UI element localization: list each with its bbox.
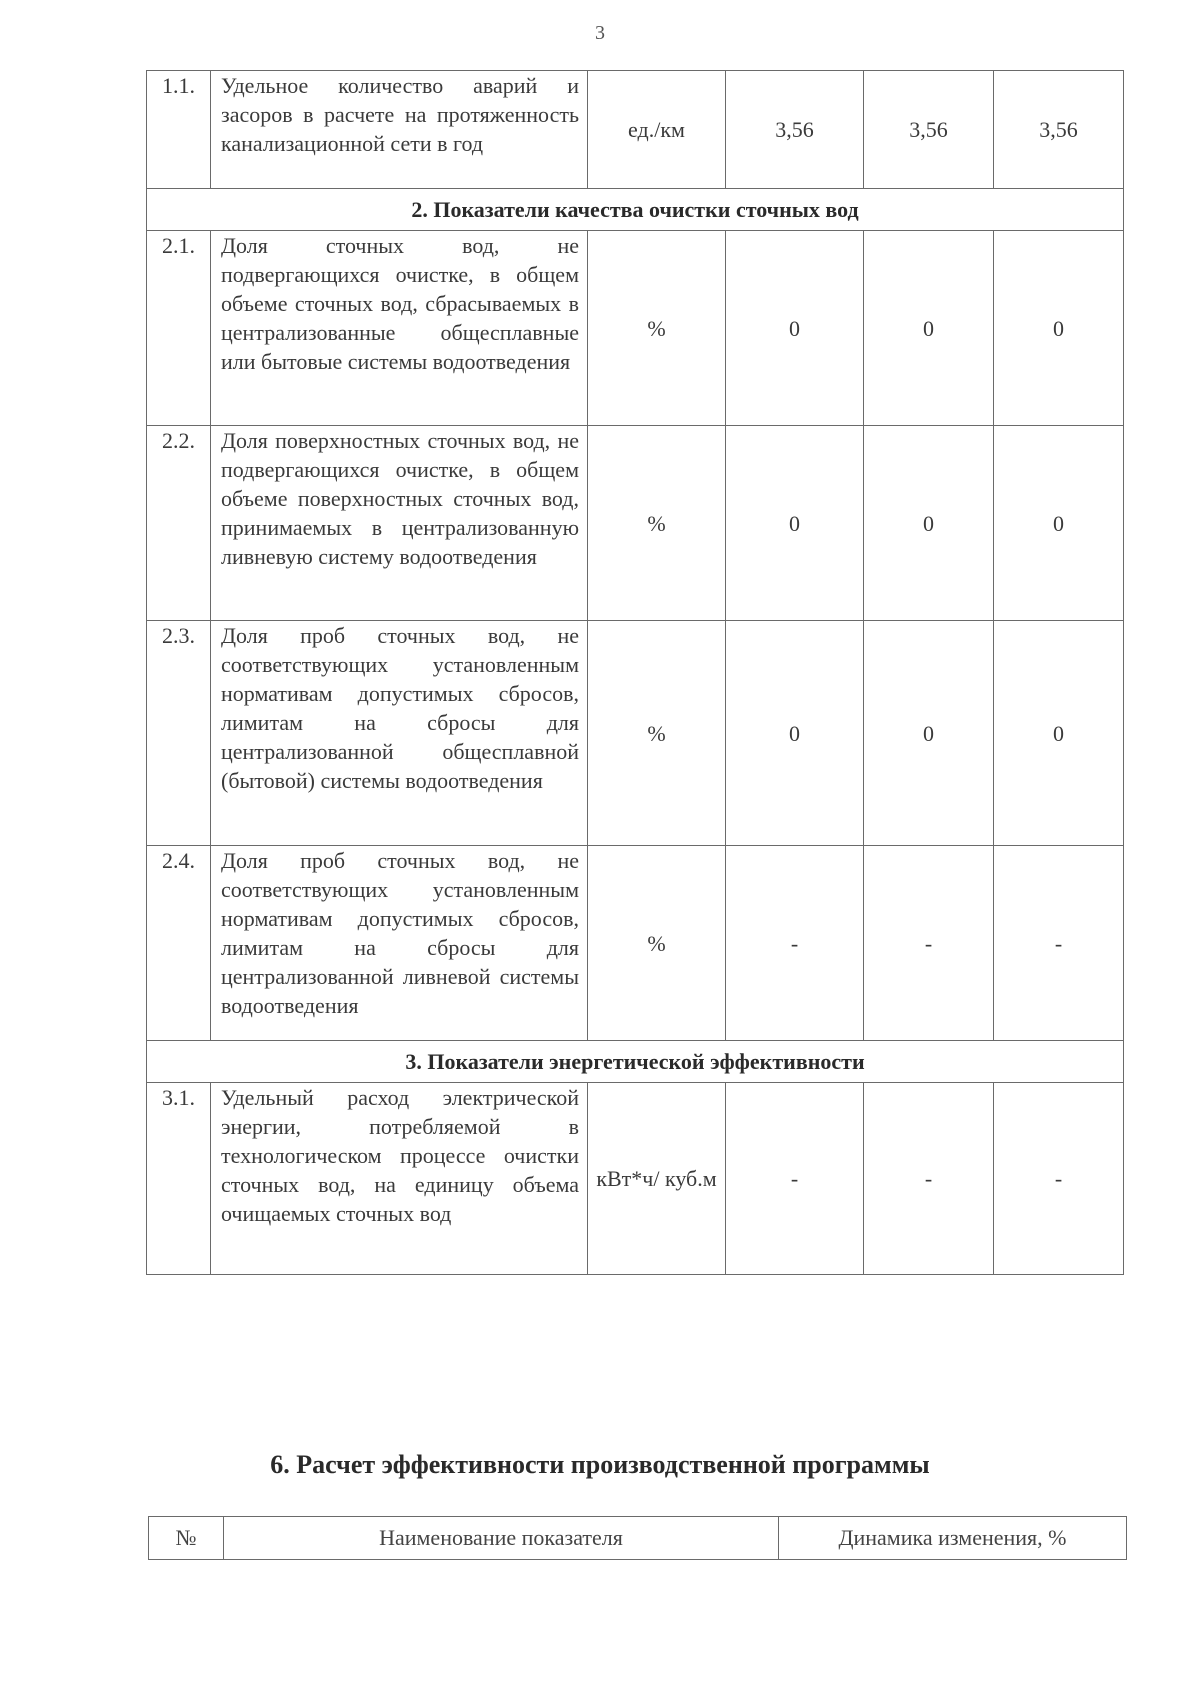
unit-cell: %	[588, 846, 726, 1041]
row-number: 2.4.	[147, 846, 211, 1041]
value-cell: 0	[726, 621, 864, 846]
unit-cell: ед./км	[588, 71, 726, 189]
row-number: 2.2.	[147, 426, 211, 621]
table-row	[147, 231, 1124, 426]
section-title: 3. Показатели энергетической эффективности	[147, 1041, 1124, 1083]
header-indicator-name: Наименование показателя	[224, 1517, 779, 1560]
value-cell: -	[864, 1083, 994, 1275]
value-cell: 0	[726, 231, 864, 426]
value-cell: -	[726, 1083, 864, 1275]
value-cell: 0	[994, 621, 1124, 846]
row-number: 3.1.	[147, 1083, 211, 1275]
indicator-name: Доля поверхностных сточных вод, не подвергающихся очистке, в общем объеме поверхностных сточных вод, принимаемых в централизованную ливневую систему водоотведения	[211, 426, 588, 621]
unit-cell: %	[588, 426, 726, 621]
value-cell: -	[994, 846, 1124, 1041]
table-row	[147, 71, 1124, 189]
indicators-table-body	[147, 71, 1124, 1275]
indicators-table	[146, 70, 1124, 1275]
header-change-dynamics: Динамика изменения, %	[779, 1517, 1127, 1560]
table-row	[147, 846, 1124, 1041]
row-number: 1.1.	[147, 71, 211, 189]
header-number: №	[149, 1517, 224, 1560]
table-row	[147, 1083, 1124, 1275]
value-cell: 3,56	[726, 71, 864, 189]
indicator-name: Доля сточных вод, не подвергающихся очистке, в общем объеме сточных вод, сбрасываемых в централизованные общесплавные или бытовые системы водоотведения	[211, 231, 588, 426]
efficiency-table	[148, 1516, 1127, 1560]
value-cell: 0	[864, 231, 994, 426]
value-cell: 0	[864, 426, 994, 621]
indicator-name: Удельное количество аварий и засоров в расчете на протяженность канализационной сети в год	[211, 71, 588, 189]
section-6-heading: 6. Расчет эффективности производственной программы	[270, 1450, 930, 1479]
indicator-name: Доля проб сточных вод, не соответствующих установленным нормативам допустимых сбросов, лимитам на сбросы для централизованной ливневой системы водоотведения	[211, 846, 588, 1041]
row-number: 2.1.	[147, 231, 211, 426]
value-cell: 3,56	[994, 71, 1124, 189]
section-row	[147, 1041, 1124, 1083]
efficiency-table-header-row	[149, 1517, 1127, 1560]
row-number: 2.3.	[147, 621, 211, 846]
unit-cell: кВт*ч/ куб.м	[588, 1083, 726, 1275]
unit-cell: %	[588, 231, 726, 426]
value-cell: -	[726, 846, 864, 1041]
table-row	[147, 426, 1124, 621]
value-cell: 0	[994, 426, 1124, 621]
page-number: 3	[595, 22, 605, 44]
value-cell: -	[864, 846, 994, 1041]
section-title: 2. Показатели качества очистки сточных вод	[147, 189, 1124, 231]
value-cell: 3,56	[864, 71, 994, 189]
value-cell: 0	[994, 231, 1124, 426]
unit-cell: %	[588, 621, 726, 846]
section-row	[147, 189, 1124, 231]
indicator-name: Доля проб сточных вод, не соответствующих установленным нормативам допустимых сбросов, лимитам на сбросы для централизованной общесплавной (бытовой) системы водоотведения	[211, 621, 588, 846]
indicator-name: Удельный расход электрической энергии, потребляемой в технологическом процессе очистки сточных вод, на единицу объема очищаемых сточных вод	[211, 1083, 588, 1275]
value-cell: 0	[864, 621, 994, 846]
value-cell: 0	[726, 426, 864, 621]
value-cell: -	[994, 1083, 1124, 1275]
table-row	[147, 621, 1124, 846]
